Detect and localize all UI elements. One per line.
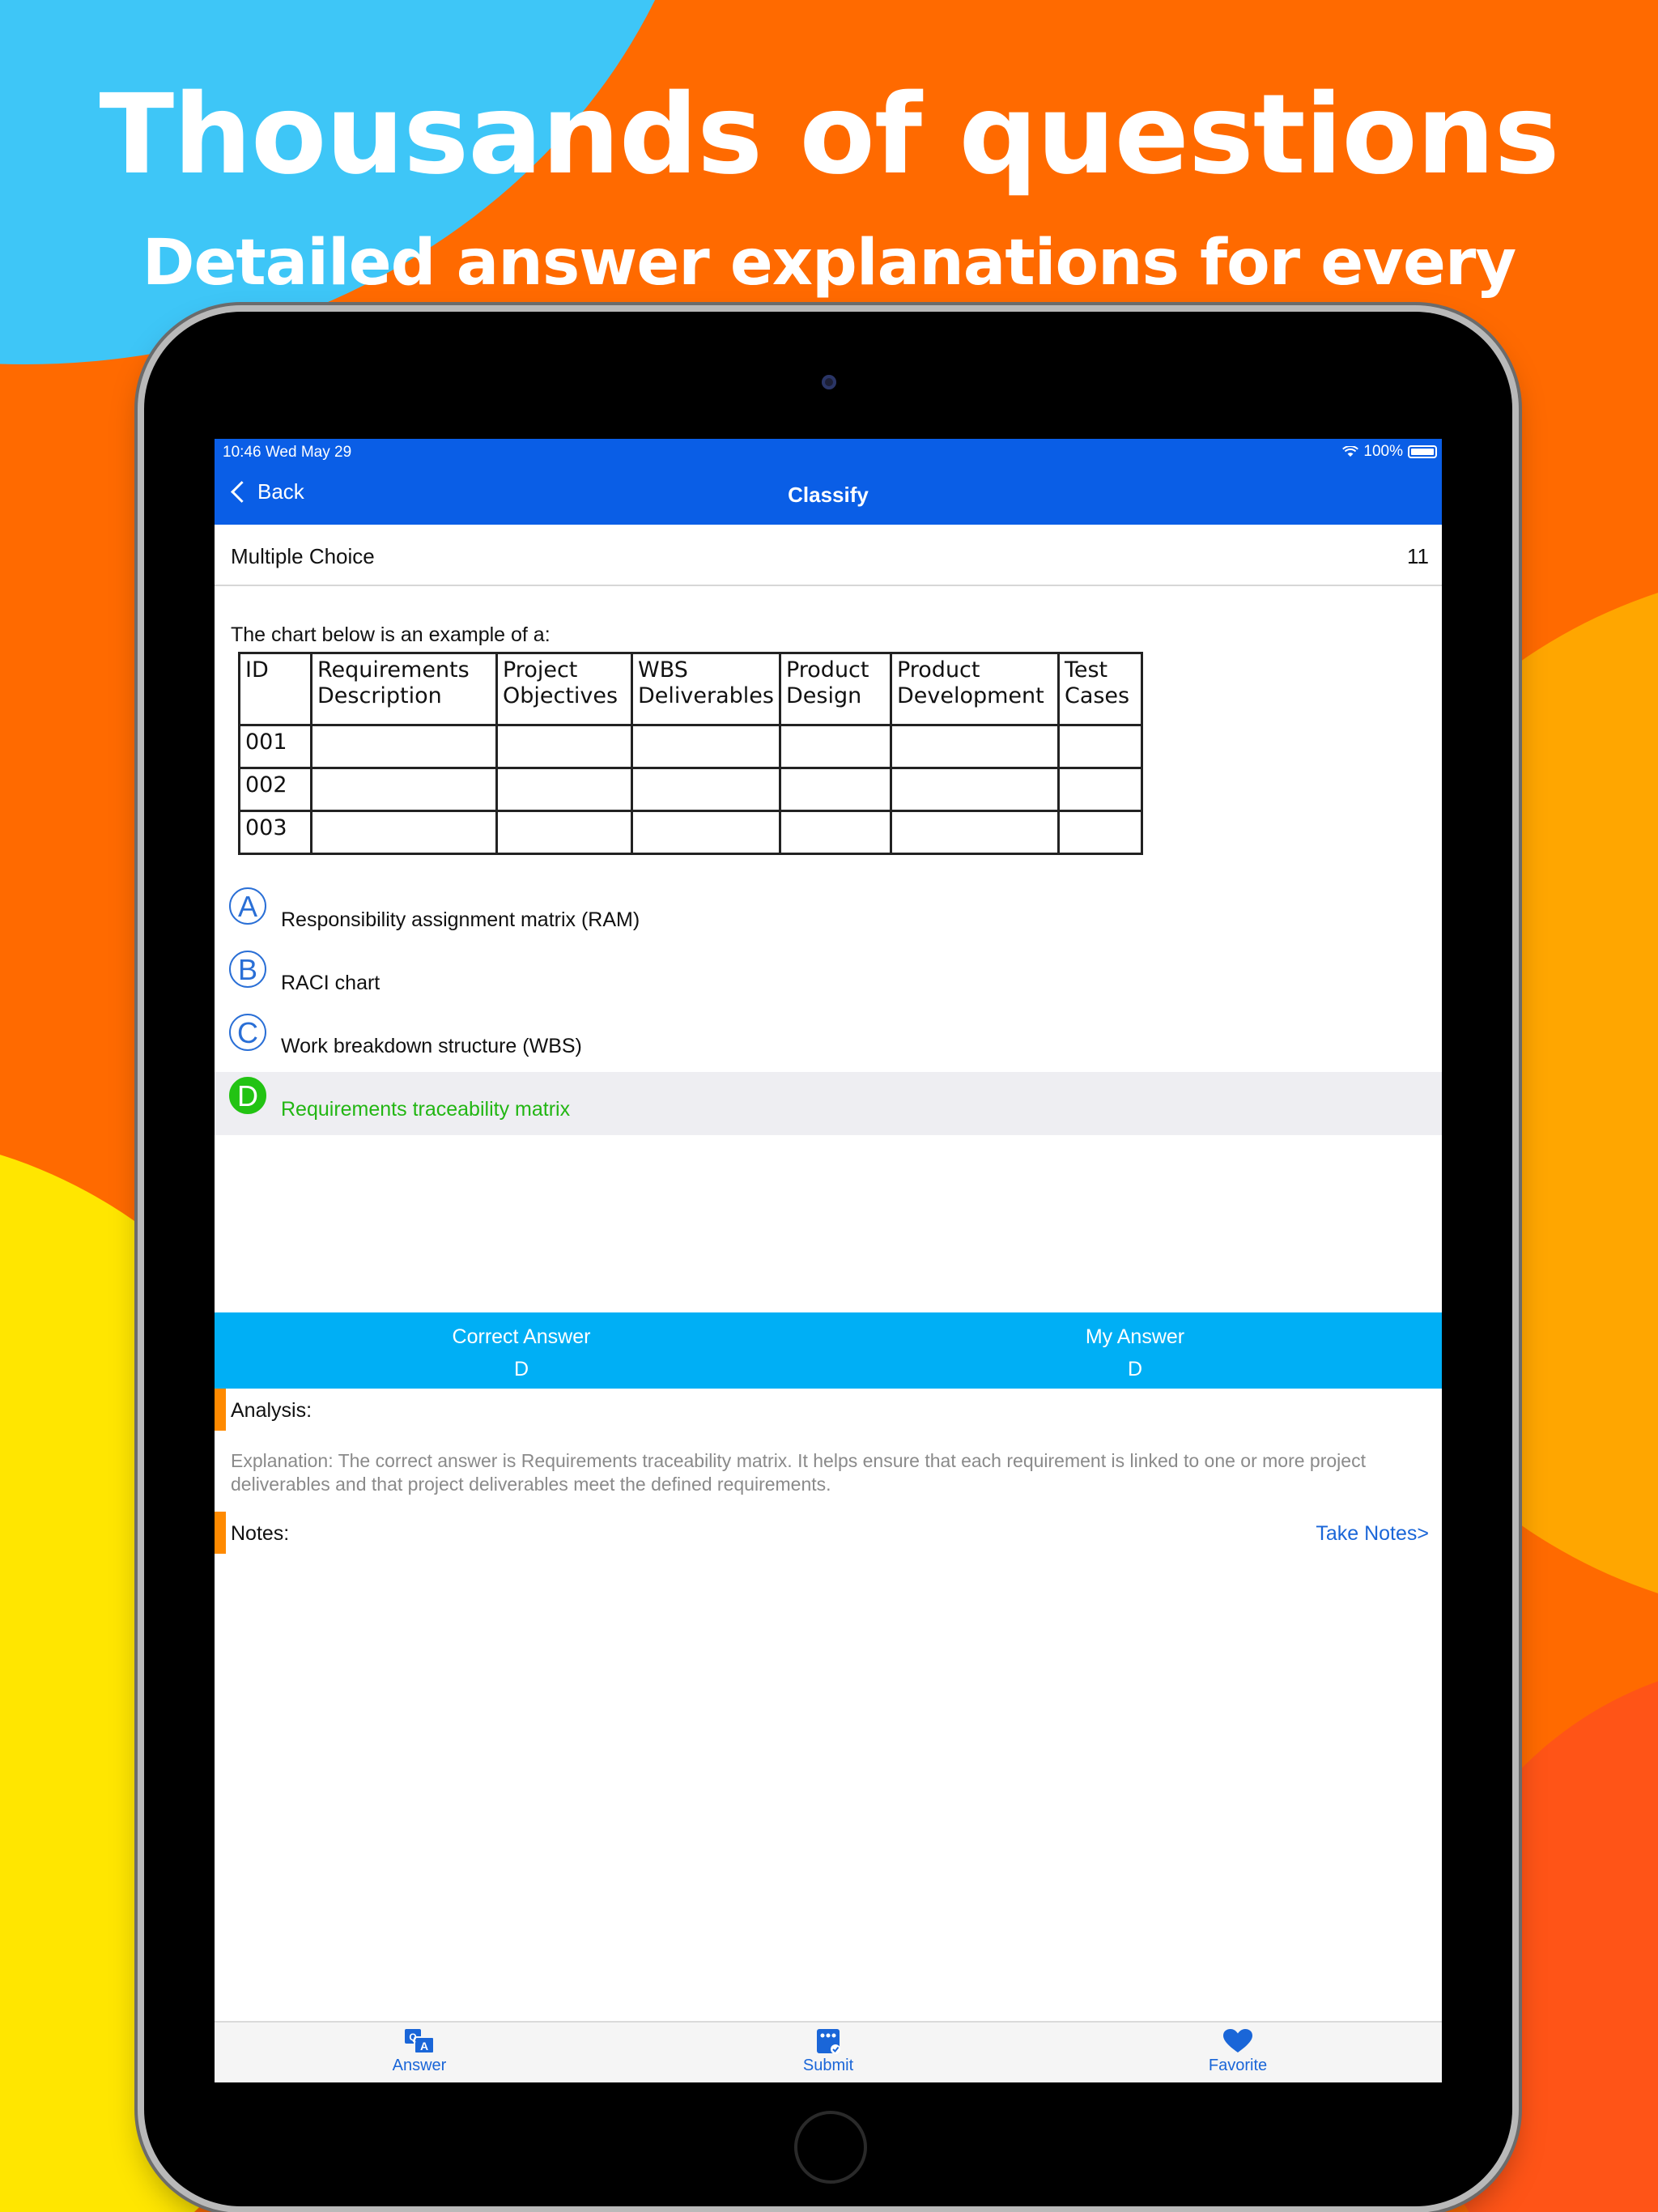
battery-icon bbox=[1408, 445, 1437, 458]
option-b[interactable] bbox=[215, 946, 1442, 1009]
option-text: Responsibility assignment matrix (RAM) bbox=[281, 908, 640, 931]
analysis-marker bbox=[215, 1389, 226, 1431]
my-answer-value: D bbox=[1127, 1358, 1143, 1380]
qa-icon bbox=[403, 2027, 436, 2055]
tab-submit[interactable] bbox=[747, 2027, 909, 2075]
battery-percent: 100% bbox=[1363, 443, 1403, 460]
page-title: Classify bbox=[788, 483, 869, 507]
option-letter-a: A bbox=[229, 887, 266, 925]
table-header-cell: Project Objectives bbox=[497, 653, 632, 725]
table-header-cell: WBS Deliverables bbox=[632, 653, 780, 725]
option-text: Work breakdown structure (WBS) bbox=[281, 1035, 582, 1057]
notes-marker bbox=[215, 1512, 226, 1554]
heart-icon bbox=[1222, 2027, 1254, 2055]
table-cell-id: 003 bbox=[240, 811, 312, 854]
table-cell-id: 001 bbox=[240, 725, 312, 768]
status-bar bbox=[215, 439, 1442, 465]
option-letter-b: B bbox=[229, 951, 266, 988]
correct-answer-value: D bbox=[513, 1358, 529, 1380]
tab-answer-label: Answer bbox=[392, 2057, 447, 2074]
table-row bbox=[240, 811, 1142, 854]
my-answer-label: My Answer bbox=[1085, 1325, 1185, 1348]
tab-submit-label: Submit bbox=[802, 2057, 854, 2074]
notes-title: Notes: bbox=[231, 1522, 290, 1545]
take-notes-link[interactable]: Take Notes> bbox=[1316, 1522, 1429, 1545]
option-text: RACI chart bbox=[281, 972, 380, 994]
question-number: 11 bbox=[1407, 544, 1429, 568]
correct-answer-label: Correct Answer bbox=[452, 1325, 591, 1348]
promo-subheadline: Detailed answer explanations for every bbox=[142, 227, 1516, 300]
table-row bbox=[240, 725, 1142, 768]
status-time: 10:46 Wed May 29 bbox=[223, 444, 352, 461]
option-text: Requirements traceability matrix bbox=[281, 1098, 571, 1121]
table-header-cell: Requirements Description bbox=[312, 653, 497, 725]
tab-favorite-label: Favorite bbox=[1208, 2057, 1268, 2074]
question-table bbox=[238, 652, 1143, 855]
promo-headline: Thousands of questions bbox=[99, 71, 1559, 199]
home-button[interactable] bbox=[794, 2111, 867, 2184]
svg-text:A: A bbox=[419, 2040, 429, 2052]
svg-text:Q: Q bbox=[409, 2031, 417, 2043]
back-label: Back bbox=[257, 479, 304, 504]
analysis-title: Analysis: bbox=[231, 1399, 312, 1422]
option-letter-d: D bbox=[229, 1077, 266, 1114]
camera-icon bbox=[822, 375, 836, 389]
question-type: Multiple Choice bbox=[231, 544, 375, 568]
analysis-text: Explanation: The correct answer is Requirements traceability matrix. It helps ensure that each requirement is linked to one or more project deliverables and that project deliverables meet the defined requirements. bbox=[231, 1450, 1366, 1495]
answer-summary-bar bbox=[215, 1312, 1442, 1389]
table-header-cell: Product Design bbox=[780, 653, 891, 725]
nav-bar bbox=[215, 465, 1442, 525]
table-header-cell: Test Cases bbox=[1058, 653, 1141, 725]
tab-answer[interactable] bbox=[338, 2027, 500, 2075]
question-text: The chart below is an example of a: bbox=[231, 623, 551, 646]
tab-bar bbox=[215, 2021, 1442, 2082]
wifi-icon bbox=[1342, 446, 1358, 457]
option-letter-c: C bbox=[229, 1014, 266, 1051]
table-header-row bbox=[240, 653, 1142, 725]
option-c[interactable] bbox=[215, 1009, 1442, 1072]
option-a[interactable] bbox=[215, 883, 1442, 946]
table-row bbox=[240, 768, 1142, 811]
table-header-cell: ID bbox=[240, 653, 312, 725]
my-answer bbox=[828, 1321, 1442, 1385]
question-type-row bbox=[215, 525, 1442, 586]
tab-favorite[interactable] bbox=[1157, 2027, 1319, 2075]
submit-icon bbox=[812, 2027, 844, 2055]
table-header-cell: Product Development bbox=[891, 653, 1058, 725]
tablet-frame bbox=[144, 312, 1512, 2206]
option-d[interactable] bbox=[215, 1072, 1442, 1135]
correct-answer bbox=[215, 1321, 828, 1385]
app-screen bbox=[215, 439, 1442, 2082]
table-cell-id: 002 bbox=[240, 768, 312, 811]
